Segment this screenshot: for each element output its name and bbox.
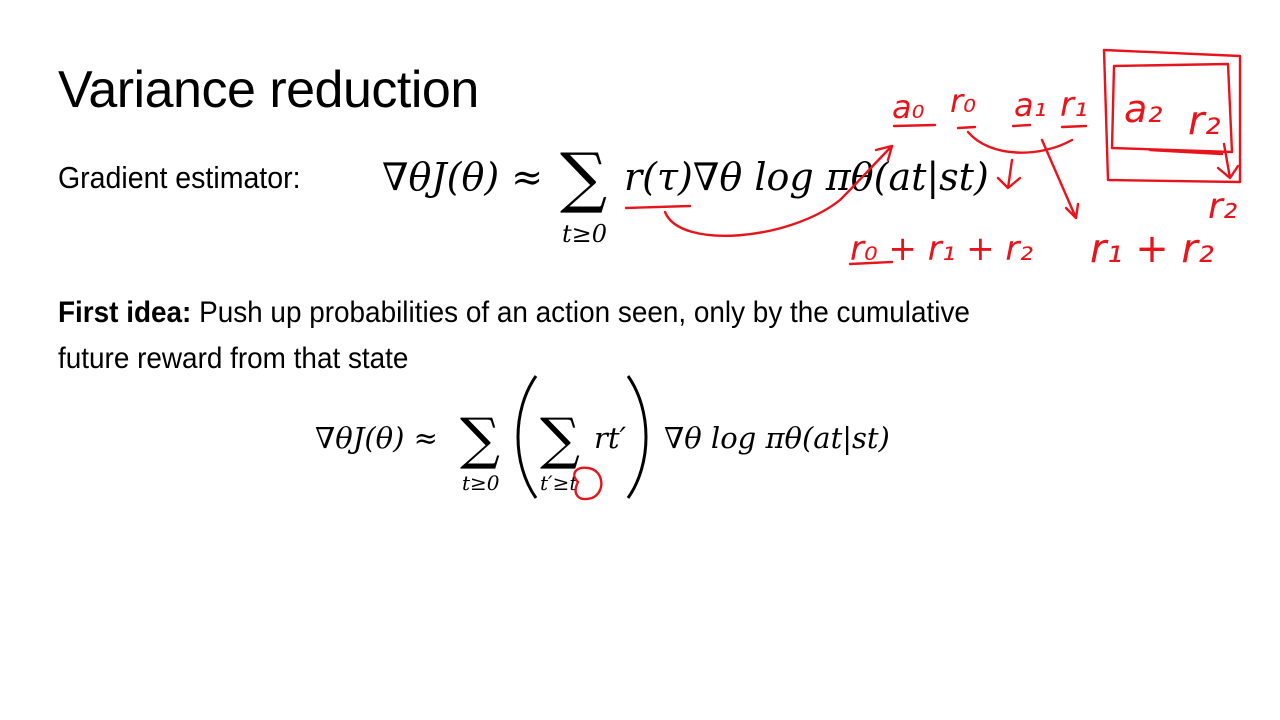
underline-reward-term	[626, 206, 690, 208]
formula2-lhs: ∇θJ(θ) ≈	[315, 421, 438, 455]
formula1-sum-subscript: t≥0	[562, 220, 608, 248]
formula2-rest: ∇θ log πθ(at|st)	[664, 421, 890, 455]
label-r0: r₀	[950, 82, 976, 120]
formula2-sum-symbol: ∑	[460, 407, 500, 472]
formula1-sum-symbol: ∑	[560, 139, 608, 216]
circle-t-annotation	[574, 468, 601, 499]
formula2-left-paren	[518, 376, 536, 498]
formula1-term: r(τ)∇θ log πθ(at|st)	[624, 155, 989, 199]
label-r2-below: r₂	[1208, 186, 1238, 227]
arrow-r1-down	[1042, 140, 1078, 218]
first-idea-heading: First idea:	[58, 296, 192, 329]
label-r1: r₁	[1060, 85, 1088, 125]
first-idea-text-line1: Push up probabilities of an action seen, only by the cumulative	[191, 296, 970, 329]
formula2-sum-subscript: t≥0	[462, 471, 500, 495]
formula2-inner-sum-subscript: t′≥t	[540, 471, 578, 495]
label-a1: a₁	[1014, 86, 1047, 124]
label-a0: a₀	[892, 88, 925, 126]
gradient-estimator-label: Gradient estimator:	[58, 160, 301, 195]
formula1-lhs: ∇θJ(θ) ≈	[382, 155, 544, 199]
label-r2: r₂	[1188, 98, 1221, 144]
slide-title: Variance reduction	[58, 61, 479, 119]
formula2-inner-sum-symbol: ∑	[540, 407, 580, 472]
formula2-inner-term: rt′	[594, 421, 627, 455]
label-a2: a₂	[1124, 87, 1163, 131]
label-sum-r1-r2: r₁ + r₂	[1090, 226, 1214, 272]
first-idea-text-line2: future reward from that state	[58, 342, 409, 375]
formula2-right-paren	[628, 376, 646, 498]
reward-to-go-formula	[315, 376, 890, 498]
label-sum-r0-r1-r2: r₀ + r₁ + r₂	[850, 229, 1034, 269]
